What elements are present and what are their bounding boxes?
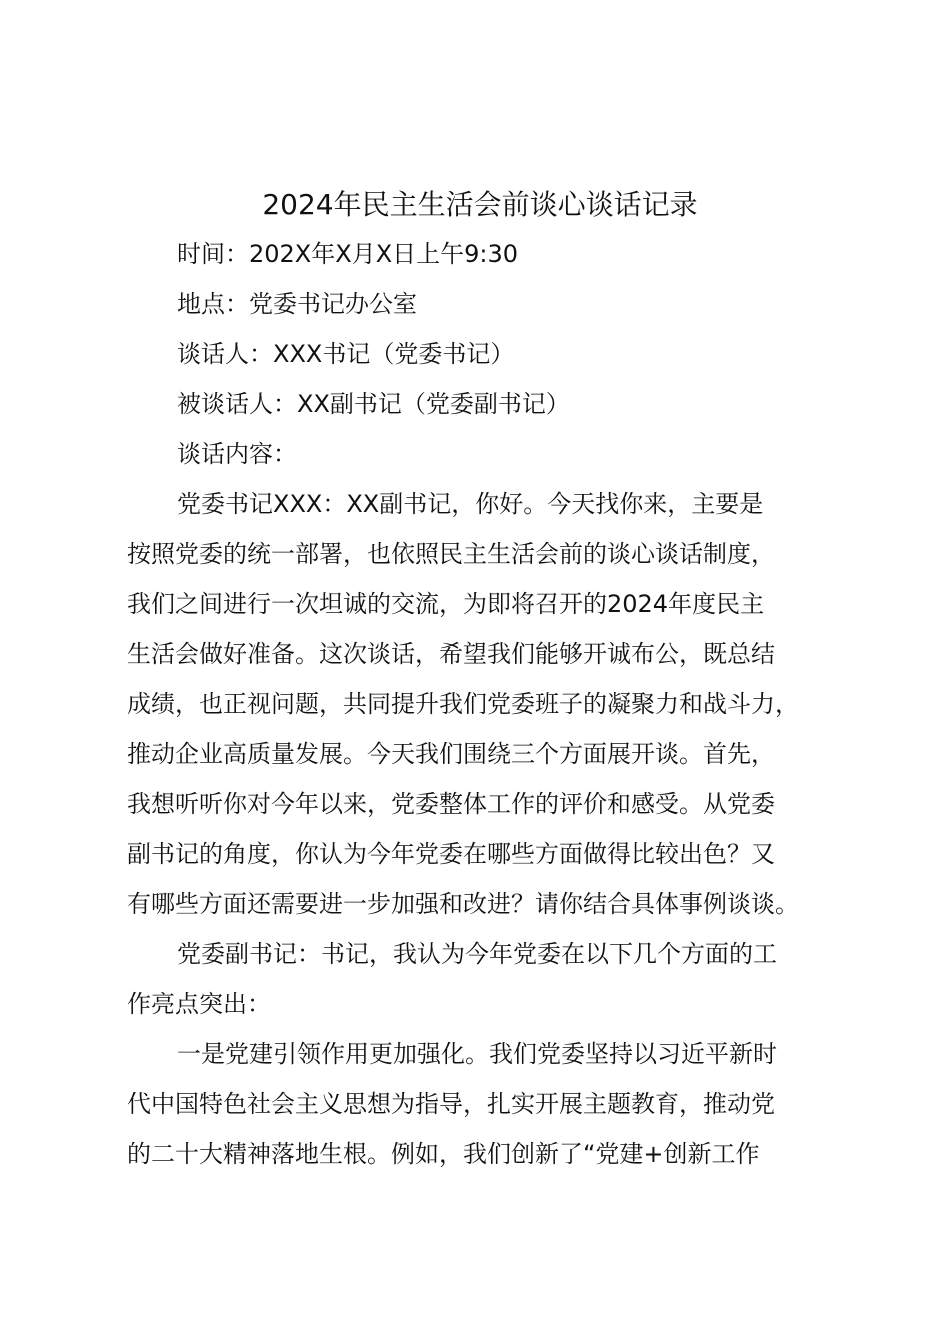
paragraph-line: 按照党委的统一部署，也依照民主生活会前的谈心谈话制度， bbox=[127, 540, 775, 568]
paragraph-point-one bbox=[127, 1029, 833, 1179]
meta-location: 地点：党委书记办公室 bbox=[177, 290, 417, 318]
meta-interviewee: 被谈话人：XX副书记（党委副书记） bbox=[177, 390, 570, 418]
paragraph-secretary bbox=[127, 479, 833, 929]
paragraph-line: 有哪些方面还需要进一步加强和改进？请你结合具体事例谈谈。 bbox=[127, 890, 799, 918]
paragraph-line: 的二十大精神落地生根。例如，我们创新了“党建+创新工作 bbox=[127, 1140, 760, 1168]
paragraph-line: 党委书记XXX：XX副书记，你好。今天找你来，主要是 bbox=[177, 490, 764, 518]
paragraph-line: 代中国特色社会主义思想为指导，扎实开展主题教育，推动党 bbox=[127, 1090, 775, 1118]
paragraph-line: 党委副书记：书记，我认为今年党委在以下几个方面的工 bbox=[177, 940, 777, 968]
paragraph-line: 一是党建引领作用更加强化。我们党委坚持以习近平新时 bbox=[177, 1040, 777, 1068]
paragraph-line: 我想听听你对今年以来，党委整体工作的评价和感受。从党委 bbox=[127, 790, 775, 818]
paragraph-line: 成绩，也正视问题，共同提升我们党委班子的凝聚力和战斗力， bbox=[127, 690, 799, 718]
paragraph-deputy-reply bbox=[127, 929, 833, 1029]
paragraph-line: 推动企业高质量发展。今天我们围绕三个方面展开谈。首先， bbox=[127, 740, 775, 768]
meta-block bbox=[127, 229, 833, 479]
paragraph-line: 我们之间进行一次坦诚的交流，为即将召开的2024年度民主 bbox=[127, 590, 765, 618]
paragraph-line: 作亮点突出： bbox=[127, 990, 271, 1018]
meta-time: 时间：202X年X月X日上午9:30 bbox=[177, 240, 519, 268]
meta-content-label: 谈话内容： bbox=[177, 440, 297, 468]
document-title: 2024年民主生活会前谈心谈话记录 bbox=[262, 188, 698, 221]
paragraph-line: 副书记的角度，你认为今年党委在哪些方面做得比较出色？又 bbox=[127, 840, 775, 868]
meta-interviewer: 谈话人：XXX书记（党委书记） bbox=[177, 340, 515, 368]
document-body bbox=[127, 181, 833, 1179]
paragraph-line: 生活会做好准备。这次谈话，希望我们能够开诚布公，既总结 bbox=[127, 640, 775, 668]
